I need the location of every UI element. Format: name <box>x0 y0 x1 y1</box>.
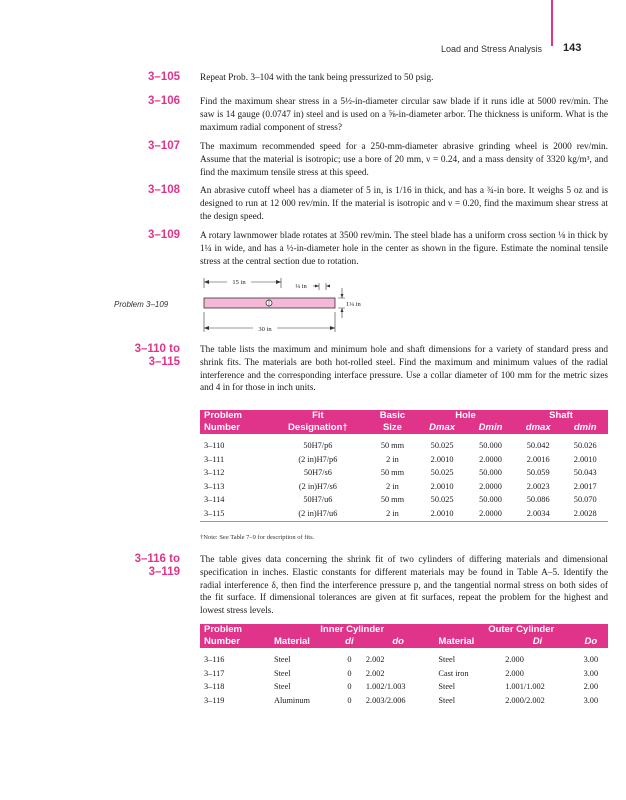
problem-text: Repeat Prob. 3–104 with the tank being pressurized to 50 psig. <box>200 73 434 83</box>
figure-label: Problem 3–109 <box>114 300 169 309</box>
table-row: 3–115 (2 in)H7/u6 2 in 2.0010 2.0000 2.0034 2.0028 <box>204 508 597 518</box>
problem-number: 3–116 to 3–119 <box>134 553 180 578</box>
col-problem: Problem <box>200 624 270 636</box>
margin-rule <box>551 0 553 46</box>
problem-text: An abrasive cutoff wheel has a diameter of 5 in, is 1/16 in thick, and has a ¾-in bore. It weighs 5 oz and is designed to run at 12 000 rev/min. If the material is isotropic and ν = 0.20, find the maximum shear stress at the design speed. <box>200 186 608 222</box>
problem-number: 3–108 <box>148 184 180 196</box>
lawnmower-blade-figure <box>195 276 395 338</box>
dim-width: 1¼ in <box>346 301 361 308</box>
col-problem: Problem <box>200 410 268 422</box>
col-hole: Hole <box>417 410 514 422</box>
table-row: 3–116 Steel 0 2.002 Steel 2.000 3.00 <box>204 655 599 664</box>
table-row: 3–119 Aluminum 0 2.003/2.006 Steel 2.000/2.002 3.00 <box>204 695 599 705</box>
problem-number: 3–106 <box>148 95 180 107</box>
table-row: 3–118 Steel 0 1.002/1.003 Steel 1.001/1.002 2.00 <box>204 682 599 691</box>
table-row: 3–114 50H7/u6 50 mm 50.025 50.000 50.086 50.070 <box>204 495 597 504</box>
table-footnote: †Note: See Table 7–9 for description of fits. <box>200 534 315 541</box>
table-row: 3–117 Steel 0 2.002 Cast iron 2.000 3.00 <box>204 668 599 678</box>
problem-text: The table lists the maximum and minimum hole and shaft dimensions for a variety of standard press and shrink fits. The materials are both hot-rolled steel. Find the maximum and minimum values of the radial interference and the corresponding interface pressure. Use a collar diameter of 100 mm for the metric sizes and 4 in for those in inch units. <box>200 345 608 394</box>
problem-number: 3–105 <box>148 71 180 83</box>
table-row: 3–111 (2 in)H7/p6 2 in 2.0010 2.0000 2.0016 2.0010 <box>204 454 597 464</box>
table-divider <box>200 521 608 522</box>
table-row: 3–113 (2 in)H7/s6 2 in 2.0010 2.0000 2.0023 2.0017 <box>204 481 597 491</box>
shrink-fit-table: Problem Inner Cylinder Outer Cylinder Number Material di do Material Di Do 3–116 Steel 0 2.002 Steel 2.000 3.00 3–117 Steel 0 2.002 Cast iron 2.000 3.00 3–118 Steel 0 1.002/1.003 Steel 1.001/1.002 2.00 3–119 Aluminum 0 2.003/2.006 Steel 2.000/2.002 3.00 <box>200 624 608 707</box>
dim-quarter-in: ¼ in <box>295 283 307 290</box>
fits-table: Problem Fit Basic Hole Shaft Number Designation† Size Dmax Dmin dmax dmin 3–110 50H7/p6 50 mm 50.025 50.000 50.042 50.026 3–111 (2 in)H7/p6 2 in 2.0010 2.0000 2.0016 2.0010 3–112 50H7/s6 50 mm 50.025 50.000 50.059 50.043 3–113 (2 in)H7/s6 2 in 2.0010 2.0000 2.0023 2.0017 3–114 50H7/u6 50 mm 50.025 50.000 50.086 50.070 3–115 (2 in)H7/u6 2 in 2.0010 2.0000 2.0034 2.0028 <box>200 410 608 520</box>
problem-number: 3–110 to 3–115 <box>134 343 180 368</box>
running-title: Load and Stress Analysis <box>440 44 542 54</box>
col-basic: Basic <box>368 410 417 422</box>
page-number: 143 <box>563 42 582 54</box>
problem-number: 3–107 <box>148 140 180 152</box>
col-outer-cylinder: Outer Cylinder <box>434 624 608 636</box>
col-inner-cylinder: Inner Cylinder <box>270 624 434 636</box>
dim-30-in: 30 in <box>258 326 272 333</box>
col-shaft: Shaft <box>514 410 608 422</box>
problem-text: A rotary lawnmower blade rotates at 3500 rev/min. The steel blade has a uniform cross section ⅛ in thick by 1¼ in wide, and has a ½-in-diameter hole in the center as shown in the figure. Estimate the nominal tensile stress at the central section due to rotation. <box>200 231 608 267</box>
table-row: 3–110 50H7/p6 50 mm 50.025 50.000 50.042 50.026 <box>204 441 597 450</box>
problem-text: Find the maximum shear stress in a 5½-in-diameter circular saw blade if it runs idle at 5000 rev/min. The saw is 14 gauge (0.0747 in) steel and is used on a ⅝-in-diameter arbor. The thickness is uniform. What is the maximum radial component of stress? <box>200 97 608 133</box>
problem-number: 3–109 <box>148 229 180 241</box>
table-row: 3–112 50H7/s6 50 mm 50.025 50.000 50.059 50.043 <box>204 468 597 477</box>
col-fit: Fit <box>268 410 368 422</box>
dim-15-in: 15 in <box>232 279 246 286</box>
problem-text: The table gives data concerning the shrink fit of two cylinders of differing materials and dimensional specification in inches. Elastic constants for different materials may be found in Table A–5. Identify the radial interference δ, then find the interference pressure p, and the tangential normal stress on both sides of the fit surface. If dimensional tolerances are given at fit surfaces, repeat the problem for the highest and lowest stress levels. <box>200 555 608 617</box>
problem-text: The maximum recommended speed for a 250-mm-diameter abrasive grinding wheel is 2000 rev/min. Assume that the material is isotropic; use a bore of 20 mm, ν = 0.24, and a mass density of 3320 kg/m³, and find the maximum tensile stress at this speed. <box>200 142 608 178</box>
